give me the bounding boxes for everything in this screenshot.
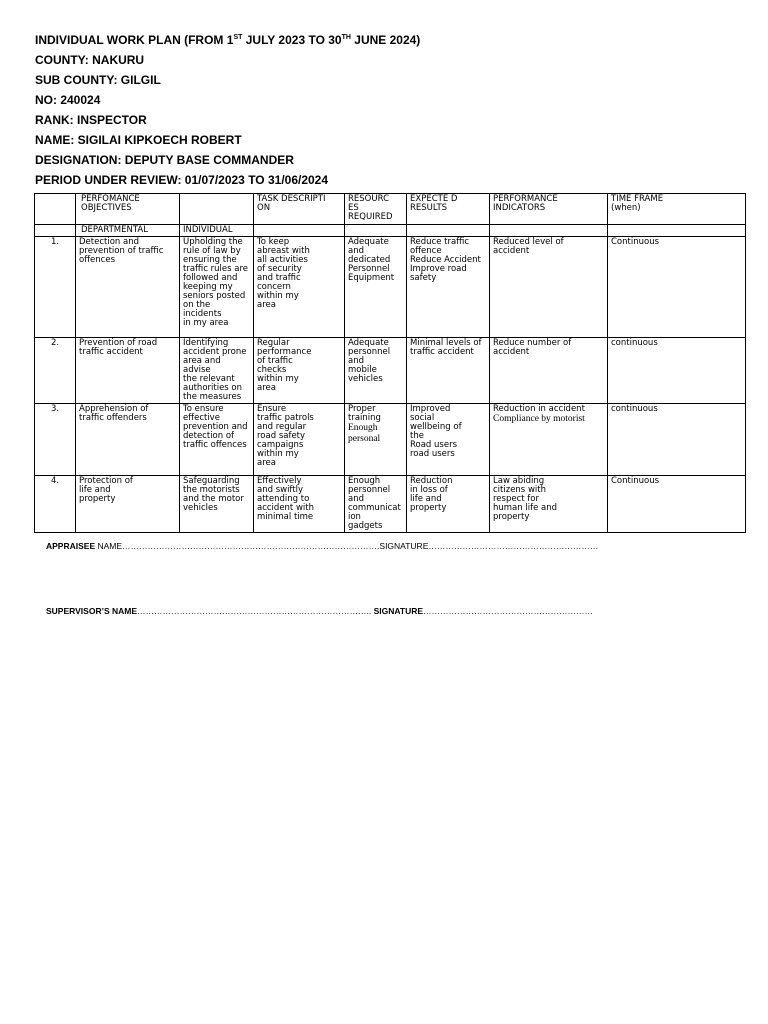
cell-text-line: REQUIRED xyxy=(348,212,393,222)
cell-text-line: Reduce number of xyxy=(493,338,572,348)
cell-text-line: Enough xyxy=(348,423,378,433)
cell-text-line: safety xyxy=(410,273,437,283)
cell-text-line: personal xyxy=(348,434,381,444)
cell-text-line: traffic offences xyxy=(183,440,247,450)
header-blank-cell xyxy=(180,194,254,225)
row-number: 1. xyxy=(35,237,76,338)
cell-text-line: accident xyxy=(493,347,530,357)
table-row xyxy=(35,338,746,404)
cell-text-line: wellbeing of xyxy=(410,422,462,432)
header-performance-indicators xyxy=(490,194,608,225)
cell-text-line: Effectively xyxy=(257,476,302,486)
cell-text-line: life and xyxy=(410,494,442,504)
cell-text-line: Adequate xyxy=(348,338,389,348)
cell-text-line: and the motor xyxy=(183,494,244,504)
cell-text-line: continuous xyxy=(611,404,658,414)
cell-text-line: Improved xyxy=(410,404,451,414)
departmental-objective xyxy=(76,404,180,476)
cell-text-line: Adequate xyxy=(348,237,389,247)
task-description xyxy=(254,338,345,404)
cell-text-line: traffic rules are xyxy=(183,264,248,274)
cell-text-line: citizens with xyxy=(493,485,546,495)
cell-text-line: advise xyxy=(183,365,211,375)
time-frame xyxy=(608,404,746,476)
subheader-blank-cell xyxy=(35,225,76,237)
cell-text-line: Safeguarding xyxy=(183,476,240,486)
cell-text-line: the relevant xyxy=(183,374,235,384)
cell-text-line: TASK DESCRIPTI xyxy=(257,194,326,204)
departmental-objective xyxy=(76,476,180,533)
cell-text-line: and regular xyxy=(257,422,307,432)
cell-text-line: area xyxy=(257,458,276,468)
cell-text-line: communicat xyxy=(348,503,401,513)
cell-text-line: and xyxy=(348,246,364,256)
cell-text-line: prevention of traffic xyxy=(79,246,164,256)
cell-text-line: concern xyxy=(257,282,291,292)
cell-text-line: social xyxy=(410,413,435,423)
cell-text-line: Continuous xyxy=(611,476,660,486)
cell-text-line: accident xyxy=(493,246,530,256)
cell-text-line: Improve road xyxy=(410,264,467,274)
individual-objective xyxy=(180,476,254,533)
header-time-frame xyxy=(608,194,746,225)
cell-text-line: ES xyxy=(348,203,359,213)
individual-objective xyxy=(180,404,254,476)
cell-text-line: To keep xyxy=(257,237,290,247)
supervisor-name-dots: ……………………………………………………………………….. xyxy=(137,606,374,616)
cell-text-line: property xyxy=(79,494,116,504)
cell-text-line: mobile xyxy=(348,365,377,375)
header-expected-results xyxy=(407,194,490,225)
appraisee-name-field: NAME……………………………………………………………………………….SIGNATURE…………………………………………………… xyxy=(95,541,599,551)
row-number: 3. xyxy=(35,404,76,476)
appraisee-label: APPRAISEE xyxy=(46,541,96,551)
cell-text-line: traffic offenders xyxy=(79,413,147,423)
cell-text-line: ensuring the xyxy=(183,255,237,265)
cell-text-line: area and xyxy=(183,356,221,366)
cell-text-line: area xyxy=(257,383,276,393)
sub-county-line: SUB COUNTY: GILGIL xyxy=(35,73,161,87)
cell-text-line: prevention and xyxy=(183,422,248,432)
cell-text-line: traffic accident xyxy=(410,347,474,357)
cell-text-line: rule of law by xyxy=(183,246,241,256)
time-frame xyxy=(608,476,746,533)
performance-indicators xyxy=(490,476,608,533)
cell-text-line: traffic accident xyxy=(79,347,143,357)
cell-text-line: offence xyxy=(410,246,442,256)
subheader-departmental: DEPARTMENTAL xyxy=(76,225,180,237)
cell-text-line: incidents xyxy=(183,309,222,319)
cell-text-line: of security xyxy=(257,264,302,274)
departmental-objective xyxy=(76,237,180,338)
cell-text-line: vehicles xyxy=(183,503,218,513)
document-title: INDIVIDUAL WORK PLAN (FROM 1ST JULY 2023 TO 30TH JUNE 2024) xyxy=(35,33,421,47)
cell-text-line: PERFORMANCE xyxy=(493,194,558,204)
appraisee-signature-line xyxy=(46,541,598,551)
resources-required xyxy=(345,404,407,476)
cell-text-line: TIME FRAME xyxy=(611,194,664,204)
cell-text-line: Proper xyxy=(348,404,376,414)
table-row xyxy=(35,237,746,338)
cell-text-line: performance xyxy=(257,347,312,357)
cell-text-line: Ensure xyxy=(257,404,287,414)
cell-text-line: accident prone xyxy=(183,347,247,357)
rank-line: RANK: INSPECTOR xyxy=(35,113,147,127)
cell-text-line: ion xyxy=(348,512,361,522)
expected-results xyxy=(407,237,490,338)
cell-text-line: Protection of xyxy=(79,476,133,486)
cell-text-line: in my area xyxy=(183,318,229,328)
cell-text-line: gadgets xyxy=(348,521,383,531)
cell-text-line: followed and xyxy=(183,273,238,283)
cell-text-line: property xyxy=(410,503,447,513)
table-header-row xyxy=(35,194,746,225)
cell-text-line: and xyxy=(348,494,364,504)
cell-text-line: personnel xyxy=(348,347,391,357)
cell-text-line: road safety xyxy=(257,431,306,441)
cell-text-line: Compliance by motorist xyxy=(493,414,585,424)
cell-text-line: Identifying xyxy=(183,338,229,348)
cell-text-line: the measures xyxy=(183,392,242,402)
period-line: PERIOD UNDER REVIEW: 01/07/2023 TO 31/06/2024 xyxy=(35,173,329,187)
cell-text-line: within my xyxy=(257,374,299,384)
supervisor-signature-line xyxy=(46,606,593,616)
row-number: 4. xyxy=(35,476,76,533)
cell-text-line: within my xyxy=(257,291,299,301)
cell-text-line: Equipment xyxy=(348,273,395,283)
cell-text-line: Reduction in accident xyxy=(493,404,585,414)
task-description xyxy=(254,237,345,338)
cell-text-line: Detection and xyxy=(79,237,139,247)
resources-required xyxy=(345,476,407,533)
cell-text-line: ON xyxy=(257,203,271,213)
header-resources-required xyxy=(345,194,407,225)
cell-text-line: Reduction xyxy=(410,476,453,486)
cell-text-line: Apprehension of xyxy=(79,404,149,414)
cell-text-line: and xyxy=(348,356,364,366)
time-frame xyxy=(608,338,746,404)
supervisor-label: SUPERVISOR’S NAME xyxy=(46,606,138,616)
cell-text-line: attending to xyxy=(257,494,310,504)
table-row xyxy=(35,476,746,533)
cell-text-line: Reduce Accident xyxy=(410,255,481,265)
cell-text-line: all activities xyxy=(257,255,308,265)
supervisor-signature-label: SIGNATURE xyxy=(373,606,424,616)
task-description xyxy=(254,404,345,476)
work-plan-table xyxy=(34,193,746,533)
individual-objective xyxy=(180,237,254,338)
cell-text-line: abreast with xyxy=(257,246,310,256)
cell-text-line: RESULTS xyxy=(410,203,448,213)
designation-line: DESIGNATION: DEPUTY BASE COMMANDER xyxy=(35,153,294,167)
cell-text-line: on the xyxy=(183,300,211,310)
cell-text-line: Prevention of road xyxy=(79,338,158,348)
county-line: COUNTY: NAKURU xyxy=(35,53,145,67)
cell-text-line: Continuous xyxy=(611,237,660,247)
row-number: 2. xyxy=(35,338,76,404)
cell-text-line: Minimal levels of xyxy=(410,338,482,348)
individual-objective xyxy=(180,338,254,404)
cell-text-line: Reduce traffic xyxy=(410,237,470,247)
task-description xyxy=(254,476,345,533)
cell-text-line: Law abiding xyxy=(493,476,545,486)
cell-text-line: authorities on xyxy=(183,383,243,393)
table-row xyxy=(35,404,746,476)
cell-text-line: human life and xyxy=(493,503,557,513)
cell-text-line: INDICATORS xyxy=(493,203,546,213)
time-frame xyxy=(608,237,746,338)
performance-indicators xyxy=(490,237,608,338)
cell-text-line: dedicated xyxy=(348,255,391,265)
cell-text-line: and traffic xyxy=(257,273,301,283)
cell-text-line: effective xyxy=(183,413,220,423)
cell-text-line: Personnel xyxy=(348,264,390,274)
cell-text-line: minimal time xyxy=(257,512,314,522)
cell-text-line: To ensure xyxy=(183,404,224,414)
cell-text-line: life and xyxy=(79,485,111,495)
cell-text-line: area xyxy=(257,300,276,310)
cell-text-line: PERFOMANCE xyxy=(81,194,140,204)
expected-results xyxy=(407,338,490,404)
cell-text-line: and swiftly xyxy=(257,485,304,495)
cell-text-line: accident with xyxy=(257,503,314,513)
cell-text-line: Upholding the xyxy=(183,237,243,247)
cell-text-line: respect for xyxy=(493,494,539,504)
cell-text-line: property xyxy=(493,512,530,522)
cell-text-line: OBJECTIVES xyxy=(81,203,132,213)
performance-indicators xyxy=(490,338,608,404)
cell-text-line: of traffic xyxy=(257,356,293,366)
cell-text-line: within my xyxy=(257,449,299,459)
cell-text-line: traffic patrols xyxy=(257,413,314,423)
cell-text-line: continuous xyxy=(611,338,658,348)
cell-text-line: the motorists xyxy=(183,485,240,495)
cell-text-line: (when) xyxy=(611,203,641,213)
header-number-cell xyxy=(35,194,76,225)
subheader-individual: INDIVIDUAL xyxy=(180,225,254,237)
cell-text-line: vehicles xyxy=(348,374,383,384)
departmental-objective xyxy=(76,338,180,404)
cell-text-line: offences xyxy=(79,255,116,265)
cell-text-line: detection of xyxy=(183,431,235,441)
resources-required xyxy=(345,338,407,404)
cell-text-line: road users xyxy=(410,449,455,459)
cell-text-line: Regular xyxy=(257,338,290,348)
cell-text-line: checks xyxy=(257,365,287,375)
cell-text-line: training xyxy=(348,413,381,423)
cell-text-line: Reduced level of xyxy=(493,237,564,247)
cell-text-line: seniors posted xyxy=(183,291,246,301)
cell-text-line: the xyxy=(410,431,424,441)
cell-text-line: campaigns xyxy=(257,440,304,450)
supervisor-signature-dots: …………………………………………………… xyxy=(423,606,594,616)
header-objectives xyxy=(76,194,180,225)
table-subheader-row xyxy=(35,225,746,237)
header-task-description xyxy=(254,194,345,225)
name-line: NAME: SIGILAI KIPKOECH ROBERT xyxy=(35,133,242,147)
performance-indicators xyxy=(490,404,608,476)
cell-text-line: keeping my xyxy=(183,282,233,292)
expected-results xyxy=(407,404,490,476)
number-line: NO: 240024 xyxy=(35,93,101,107)
cell-text-line: personnel xyxy=(348,485,391,495)
cell-text-line: Enough xyxy=(348,476,381,486)
cell-text-line: EXPECTE D xyxy=(410,194,458,204)
expected-results xyxy=(407,476,490,533)
cell-text-line: RESOURC xyxy=(348,194,390,204)
cell-text-line: Road users xyxy=(410,440,457,450)
cell-text-line: in loss of xyxy=(410,485,448,495)
resources-required xyxy=(345,237,407,338)
